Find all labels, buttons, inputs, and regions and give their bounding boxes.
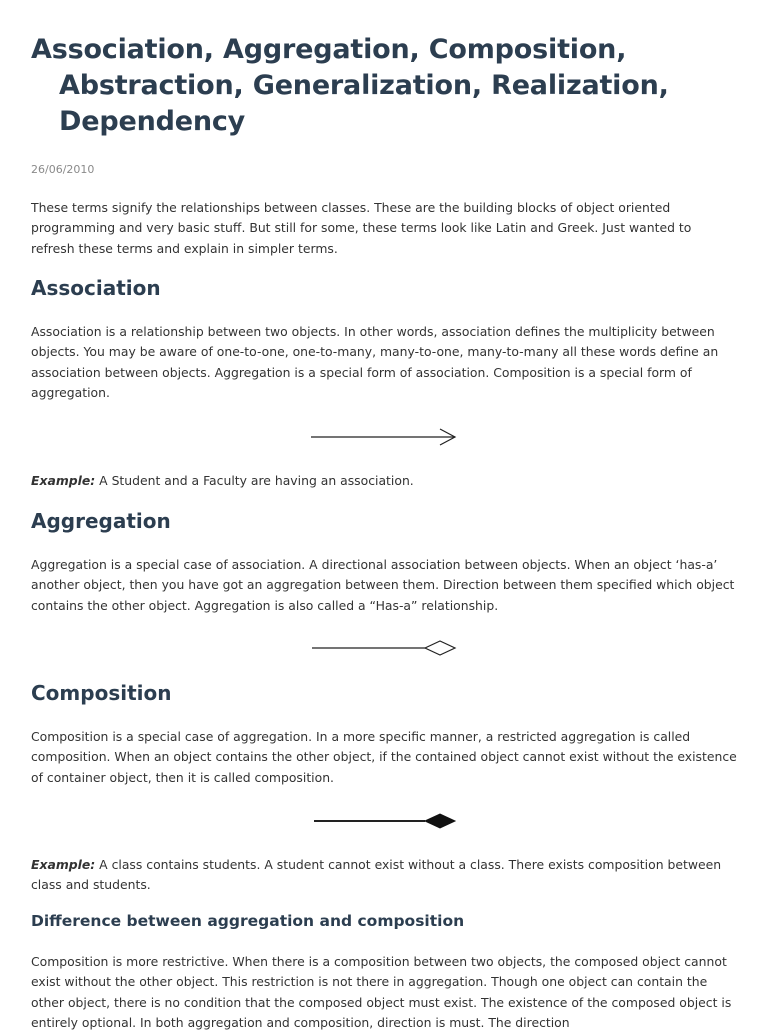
difference-paragraph: Composition is more restrictive. When there is a composition between two objects, the composed object cannot exist without the other object. This restriction is not there in aggregation. Though one object can contain the other object, there is no condition that the composed object must exist. The existence of the composed object is entirely optional. In both aggregation and composition, direction is must. The direction (31, 954, 732, 1030)
composition-example-label: Example: (31, 857, 96, 872)
composition-heading: Composition (31, 681, 172, 705)
association-example-label: Example: (31, 473, 96, 488)
composition-filled-diamond-icon (313, 811, 463, 831)
page-title (31, 32, 737, 140)
association-example-text: A Student and a Faculty are having an association. (95, 473, 414, 488)
composition-paragraph: Composition is a special case of aggregation. In a more specific manner, a restricted aggregation is called composition. When an object contains the other object, if the contained object cannot exist without the existence of container object, then it is called composition. (31, 729, 737, 785)
association-example (31, 471, 737, 491)
association-paragraph: Association is a relationship between two objects. In other words, association defines the multiplicity between objects. You may be aware of one-to-one, one-to-many, many-to-one, many-to-many all these words define an association between objects. Aggregation is a special form of association. Composition is a special form of aggregation. (31, 324, 719, 400)
aggregation-heading: Aggregation (31, 509, 171, 533)
intro-paragraph: These terms signify the relationships between classes. These are the building blocks of object oriented programming and very basic stuff. But still for some, these terms look like Latin and Greek. Just wanted to refresh these terms and explain in simpler terms. (31, 200, 692, 256)
aggregation-paragraph: Aggregation is a special case of association. A directional association between objects. When an object ‘has-a’ another object, then you have got an aggregation between them. Direction between them specified which object contains the other object. Aggregation is also called a “Has-a” relationship. (31, 557, 735, 613)
composition-example-text: A class contains students. A student cannot exist without a class. There exists composition between class and students. (31, 857, 722, 893)
composition-example (31, 855, 737, 896)
association-heading: Association (31, 276, 161, 300)
page-title-line-1: Association, Aggregation, Composition, (31, 34, 627, 65)
aggregation-hollow-diamond-icon (311, 638, 461, 658)
post-date: 26/06/2010 (31, 163, 95, 176)
association-arrow-icon (310, 427, 460, 447)
difference-heading: Difference between aggregation and composition (31, 912, 465, 930)
page-title-line-2: Abstraction, Generalization, Realization, (59, 70, 669, 101)
page-title-line-3: Dependency (59, 106, 246, 137)
